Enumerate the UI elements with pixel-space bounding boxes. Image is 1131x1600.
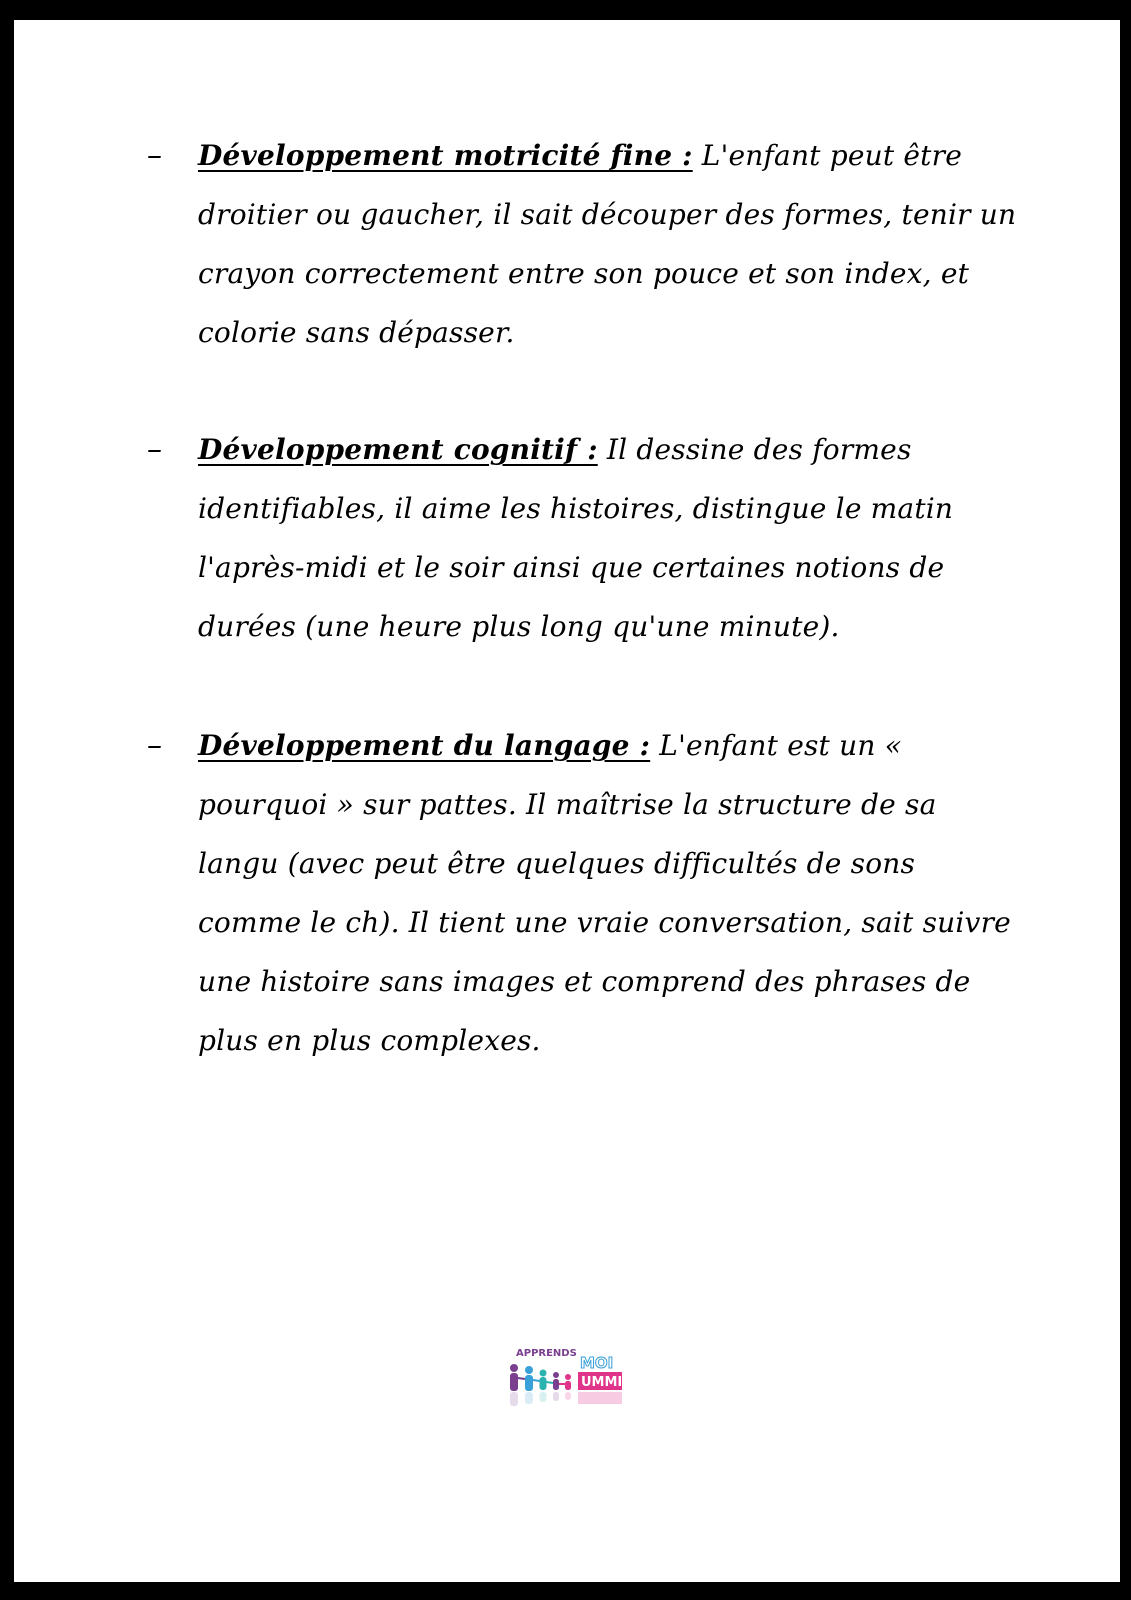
bullet-dash: – xyxy=(147,432,162,467)
family-reflection xyxy=(510,1392,571,1406)
section-text: L'enfant peut être droitier ou gaucher, il sait découper des formes, tenir un crayon correctement entre son pouce et son index, et colorie sans dépasser. xyxy=(198,139,1017,349)
logo-text-apprends: APPRENDS xyxy=(516,1348,577,1359)
section-paragraph xyxy=(198,420,1017,656)
section-heading: Développement du langage : xyxy=(198,729,651,762)
section-paragraph xyxy=(198,716,1017,1070)
document-page xyxy=(14,20,1120,1582)
section-heading: Développement motricité fine : xyxy=(198,139,693,172)
section-cognitive xyxy=(147,420,1017,656)
apprends-moi-ummi-logo xyxy=(496,1342,646,1432)
logo-reflection xyxy=(578,1392,622,1404)
bullet-dash: – xyxy=(147,728,162,763)
section-heading: Développement cognitif : xyxy=(198,433,598,466)
logo-text-moi: MOI xyxy=(580,1354,614,1372)
section-text: Il dessine des formes identifiables, il aime les histoires, distingue le matin l'après-midi et le soir ainsi que certaines notions de durées (une heure plus long qu'une minute). xyxy=(198,433,954,643)
section-language xyxy=(147,716,1017,1070)
bullet-dash: – xyxy=(147,138,162,173)
logo-text-ummi: UMMI xyxy=(581,1375,623,1390)
section-text: L'enfant est un « pourquoi » sur pattes. Il maîtrise la structure de sa langu (avec peut être quelques difficultés de sons comme le ch). Il tient une vraie conversation, sait suivre une histoire sans images et comprend des phrases de plus en plus complexes. xyxy=(198,729,1011,1057)
section-paragraph xyxy=(198,126,1017,362)
logo-graphic xyxy=(496,1342,646,1432)
section-fine-motor xyxy=(147,126,1017,362)
family-figures-icon xyxy=(510,1364,571,1391)
